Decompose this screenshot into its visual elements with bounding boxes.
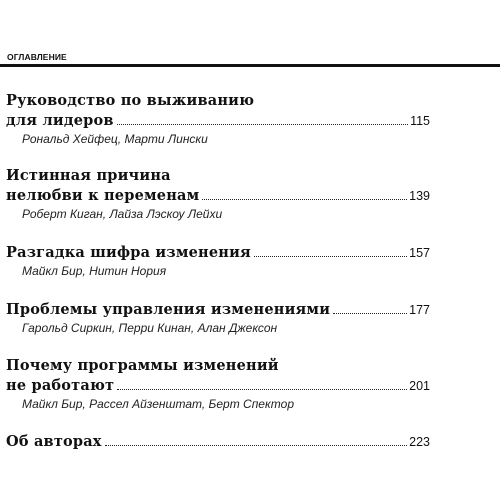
heading-rule — [0, 64, 500, 67]
entry-authors: Майкл Бир, Рассел Айзенштат, Берт Спектор — [22, 397, 294, 411]
page-number: 177 — [409, 303, 430, 317]
entry-title-last-line — [6, 111, 430, 131]
toc-entry — [6, 432, 430, 452]
entry-title-line: Истинная причина — [6, 167, 171, 184]
page-number: 115 — [410, 114, 430, 128]
entry-title-line: не работают — [6, 377, 115, 394]
dot-leader — [117, 389, 407, 390]
entry-title-line: Проблемы управления изменениями — [6, 301, 331, 318]
page-number: 201 — [409, 379, 430, 393]
entry-authors: Рональд Хейфец, Марти Лински — [22, 132, 208, 146]
toc-entry — [6, 243, 430, 279]
entry-title-line: для лидеров — [6, 112, 114, 129]
toc-entry — [6, 166, 430, 222]
page-number: 223 — [409, 435, 430, 449]
toc-entry — [6, 300, 430, 336]
entry-title-last-line — [6, 243, 430, 263]
toc-entry — [6, 91, 430, 147]
entry-title-last-line — [6, 376, 430, 396]
entry-title-line: Разгадка шифра изменения — [6, 244, 251, 261]
dot-leader — [105, 445, 407, 446]
entry-title-last-line — [6, 186, 430, 206]
dot-leader — [117, 124, 408, 125]
entry-title-last-line — [6, 300, 430, 320]
toc-entry — [6, 356, 430, 412]
section-heading: ОГЛАВЛЕНИЕ — [7, 52, 67, 62]
entry-title-line: нелюбви к переменам — [6, 187, 200, 204]
page-number: 157 — [409, 246, 430, 260]
entry-title-line: Руководство по выживанию — [6, 92, 255, 109]
entry-authors: Майкл Бир, Нитин Нория — [22, 264, 167, 278]
entry-title-last-line — [6, 432, 430, 452]
entry-authors: Роберт Киган, Лайза Лэскоу Лейхи — [22, 207, 223, 221]
dot-leader — [202, 199, 407, 200]
entry-title-line: Почему программы изменений — [6, 357, 279, 374]
entry-authors: Гарольд Сиркин, Перри Кинан, Алан Джексон — [22, 321, 278, 335]
page-number: 139 — [409, 189, 430, 203]
dot-leader — [333, 313, 407, 314]
entry-title-line: Об авторах — [6, 433, 102, 450]
dot-leader — [254, 256, 407, 257]
